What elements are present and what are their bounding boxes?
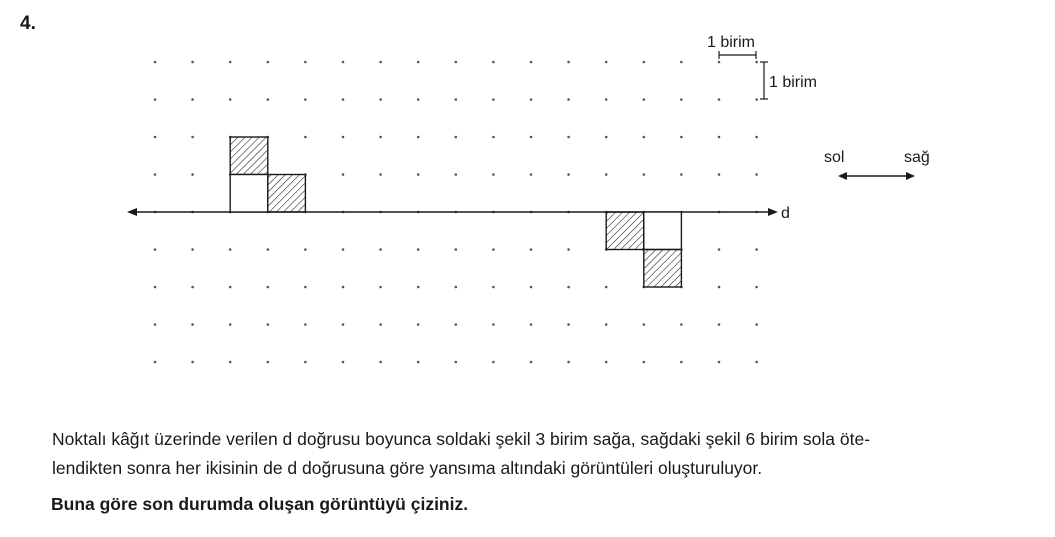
grid-dot [154, 248, 157, 251]
left-direction-label: sol [824, 149, 845, 166]
grid-dot [267, 61, 270, 64]
grid-dot [755, 361, 758, 364]
grid-dot [191, 286, 194, 289]
grid-dot [718, 286, 721, 289]
grid-dot [718, 248, 721, 251]
grid-dot [492, 248, 495, 251]
grid-dot [755, 98, 758, 101]
grid-dot [342, 136, 345, 139]
grid-dot [191, 61, 194, 64]
grid-dot [605, 61, 608, 64]
grid-dot [755, 248, 758, 251]
grid-dot [379, 61, 382, 64]
grid-dot [605, 98, 608, 101]
grid-dot [267, 361, 270, 364]
problem-paragraph-line2: lendikten sonra her ikisinin de d doğrusuna göre yansıma altındaki görüntüleri oluşturuluyor. [52, 458, 763, 478]
grid-dot [455, 61, 458, 64]
grid-dot [229, 98, 232, 101]
grid-dot [304, 323, 307, 326]
grid-dot [492, 286, 495, 289]
grid-dot [455, 323, 458, 326]
grid-dot [718, 136, 721, 139]
grid-dot [643, 361, 646, 364]
grid-dot [605, 361, 608, 364]
grid-dot [229, 361, 232, 364]
grid-dot [304, 361, 307, 364]
grid-dot [680, 61, 683, 64]
line-d-right-arrow-icon [768, 208, 778, 216]
grid-dot [567, 98, 570, 101]
grid-dot [417, 248, 420, 251]
grid-dot [191, 248, 194, 251]
problem-paragraph [52, 425, 1037, 483]
grid-dot [680, 361, 683, 364]
grid-dot [455, 248, 458, 251]
grid-dot [605, 323, 608, 326]
left-shape-hatched-square [230, 137, 268, 175]
grid-dot [417, 136, 420, 139]
grid-dot [342, 61, 345, 64]
grid-dot [229, 248, 232, 251]
grid-dot [417, 286, 420, 289]
grid-dot [191, 98, 194, 101]
left-shape-empty-square [230, 175, 268, 213]
grid-dot [605, 173, 608, 176]
grid-dot [417, 361, 420, 364]
grid-dot [267, 323, 270, 326]
grid-dot [342, 361, 345, 364]
grid-dot [492, 173, 495, 176]
grid-dot [680, 323, 683, 326]
grid-dot [379, 136, 382, 139]
grid-dot [154, 136, 157, 139]
grid-dot [455, 173, 458, 176]
grid-dot [417, 323, 420, 326]
unit-vertical-label: 1 birim [769, 74, 818, 91]
grid-dot [492, 98, 495, 101]
grid-dot [755, 286, 758, 289]
grid-dot [643, 173, 646, 176]
grid-dot [567, 136, 570, 139]
unit-scale-horizontal [719, 51, 756, 59]
question-number: 4. [20, 13, 36, 34]
double-arrow-icon [838, 172, 915, 180]
grid-dot [154, 173, 157, 176]
grid-dot [304, 248, 307, 251]
grid-dot [567, 173, 570, 176]
grid-dot [530, 248, 533, 251]
grid-dot [567, 248, 570, 251]
grid-dot [718, 61, 721, 64]
grid-dot [154, 98, 157, 101]
grid-dot [492, 61, 495, 64]
grid-dot [379, 361, 382, 364]
grid-dot [455, 136, 458, 139]
grid-dot [191, 361, 194, 364]
grid-dot [417, 98, 420, 101]
grid-dot [492, 361, 495, 364]
grid-dot [229, 323, 232, 326]
right-shape-hatched-square [606, 212, 644, 250]
grid-dot [755, 173, 758, 176]
grid-dot [492, 323, 495, 326]
grid-dot [154, 61, 157, 64]
grid-dot [643, 61, 646, 64]
grid-dot [530, 98, 533, 101]
right-shape-empty-square [644, 212, 682, 250]
grid-dot [755, 136, 758, 139]
grid-dot [304, 61, 307, 64]
unit-scale-vertical [760, 62, 768, 99]
grid-dot [191, 136, 194, 139]
grid-dot [567, 323, 570, 326]
unit-horizontal-label: 1 birim [707, 34, 756, 51]
grid-dot [530, 173, 533, 176]
grid-dot [191, 323, 194, 326]
grid-dot [267, 286, 270, 289]
grid-dot [530, 61, 533, 64]
grid-dot [680, 173, 683, 176]
grid-dot [379, 248, 382, 251]
grid-dot [718, 323, 721, 326]
grid-dot [718, 98, 721, 101]
grid-dot [154, 286, 157, 289]
grid-dot [379, 323, 382, 326]
grid-dot [755, 323, 758, 326]
grid-dot [154, 361, 157, 364]
grid-dot [342, 323, 345, 326]
grid-dot [417, 61, 420, 64]
grid-dot [643, 136, 646, 139]
grid-dot [567, 286, 570, 289]
grid-dot [455, 98, 458, 101]
grid-dot [229, 286, 232, 289]
grid-dot [718, 173, 721, 176]
grid-dot [379, 173, 382, 176]
grid-dot [605, 136, 608, 139]
grid-dot [530, 136, 533, 139]
grid-dot [267, 248, 270, 251]
line-d-label: d [781, 205, 790, 222]
grid-dot [530, 323, 533, 326]
right-direction-label: sağ [904, 149, 930, 166]
grid-dot [417, 173, 420, 176]
grid-dot [530, 361, 533, 364]
grid-dot [342, 286, 345, 289]
grid-dot [191, 173, 194, 176]
grid-dot [643, 98, 646, 101]
grid-dot [342, 98, 345, 101]
grid-dot [605, 286, 608, 289]
grid-dot [492, 136, 495, 139]
grid-dot [342, 248, 345, 251]
grid-dot [567, 61, 570, 64]
grid-dot [304, 98, 307, 101]
grid-dot [530, 286, 533, 289]
grid-dot [267, 98, 270, 101]
grid-dot [154, 323, 157, 326]
grid-dot [455, 286, 458, 289]
task-instruction: Buna göre son durumda oluşan görüntüyü çiziniz. [51, 494, 469, 514]
grid-dot [718, 361, 721, 364]
grid-dot [455, 361, 458, 364]
grid-dot [755, 61, 758, 64]
grid-dot [304, 286, 307, 289]
grid-dot [379, 98, 382, 101]
grid-dot [304, 136, 307, 139]
left-shape-hatched-square [268, 175, 306, 213]
right-shape-hatched-square [644, 250, 682, 288]
problem-paragraph-line1: Noktalı kâğıt üzerinde verilen d doğrusu boyunca soldaki şekil 3 birim sağa, sağdaki şekil 6 birim sola öte- [52, 429, 871, 449]
grid-dot [567, 361, 570, 364]
grid-dot [643, 323, 646, 326]
grid-dot [342, 173, 345, 176]
grid-dot [229, 61, 232, 64]
grid-dot [680, 136, 683, 139]
line-d-left-arrow-icon [127, 208, 137, 216]
grid-dot [680, 98, 683, 101]
grid-dot [379, 286, 382, 289]
